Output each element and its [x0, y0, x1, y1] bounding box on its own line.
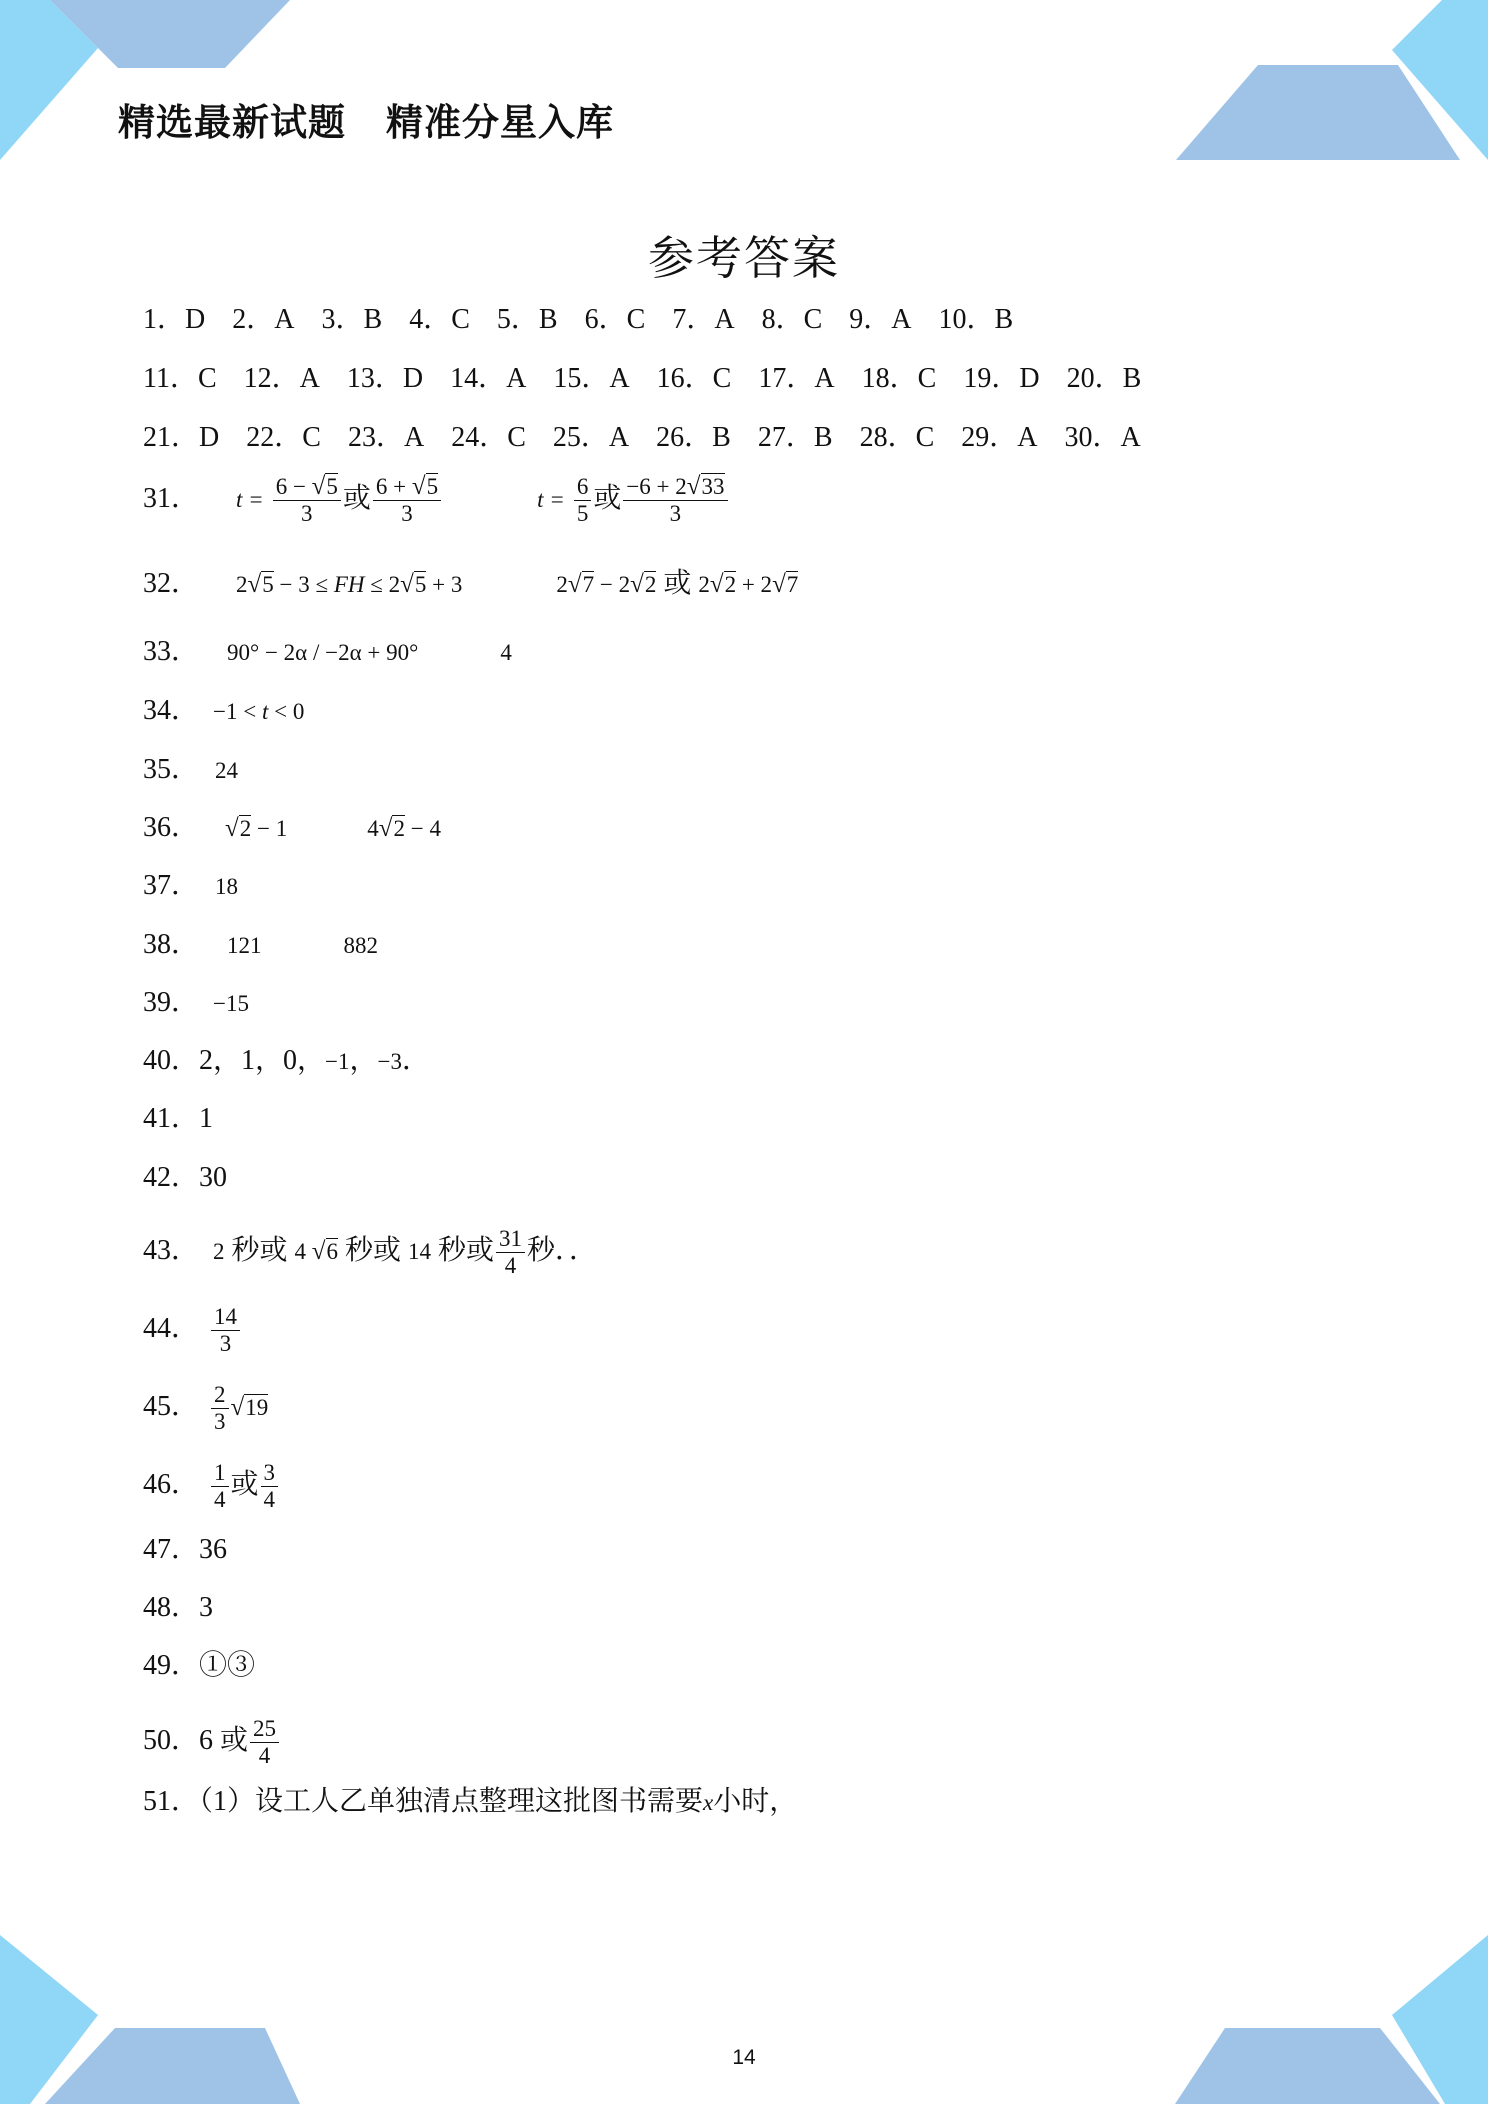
answer-44: 44． $\frac{14}{3}$ [143, 1304, 242, 1357]
answer-43: 43． 2 秒或 4 √6 秒或 14 秒或 $\frac{31}{4}$ 秒．． [143, 1226, 598, 1278]
answer-37: 37． 18 [143, 870, 239, 901]
answer-38: 38． 121 882 [143, 929, 379, 960]
answer-item: 1．D [143, 304, 206, 335]
fraction: $\frac{25}{4}$ [250, 1716, 279, 1769]
answer-item: 9．A [849, 304, 912, 335]
answer-item: 6．C [584, 304, 646, 335]
mc-row-3 [143, 420, 1168, 456]
answer-36: 36． √2 − 1 4√2 − 4 [143, 812, 441, 843]
header-right-text: 精准分星入库 [386, 101, 614, 144]
answer-49: 49．①③ [143, 1650, 256, 1681]
answer-item: 23．A [347, 422, 425, 453]
answer-item: 10．B [938, 304, 1014, 335]
answer-item: 30．A [1064, 422, 1141, 453]
fraction: $\frac{-6 + 2√33}{3}$ [623, 474, 727, 527]
fraction: $\frac{3}{4}$ [261, 1460, 279, 1513]
answer-item: 28．C [859, 422, 935, 453]
answer-34: 34． −1 < t < 0 [143, 695, 305, 726]
answer-item: 26．B [656, 422, 731, 453]
answer-item: 20．B [1066, 363, 1142, 394]
header-banner [118, 92, 614, 146]
header-left-text: 精选最新试题 [118, 101, 346, 144]
top-right-trapezoid-deco [1176, 65, 1460, 160]
answer-item: 25．A [552, 422, 630, 453]
answer-35: 35． 24 [143, 754, 239, 785]
answer-33: 33． 90° − 2α / −2α + 90° 4 [143, 636, 512, 667]
answer-item: 2．A [232, 304, 295, 335]
answer-42: 42．30 [143, 1162, 228, 1193]
answer-40: 40．2，1，0，−1，−3． [143, 1045, 431, 1076]
fraction: $\frac{6}{5}$ [574, 474, 592, 527]
answer-item: 12．A [243, 363, 320, 394]
answer-39: 39． −15 [143, 987, 249, 1018]
answer-item: 24．C [451, 422, 526, 453]
answer-item: 22．C [246, 422, 321, 453]
fraction: $\frac{14}{3}$ [211, 1304, 240, 1357]
answer-item: 13．D [346, 363, 424, 394]
answer-32: 32． 2√5 − 3 ≤ FH ≤ 2√5 + 3 2√7 − 2√2 或 2√2 + 2√7 [143, 568, 799, 599]
answer-47: 47．36 [143, 1534, 228, 1565]
mc-row-1 [143, 302, 1040, 338]
answer-45: 45． $\frac{2}{3}$ √19 [143, 1382, 269, 1434]
answer-item: 4．C [409, 304, 470, 335]
answer-31: 31． t = $\frac{6 - √5}{3}$ 或 $\frac{6 + √5}{3}$ t = $\frac{6}{5}$ 或 $\frac{-6 + 2√33}{3}$ [143, 474, 730, 527]
answer-item: 5．B [496, 304, 558, 335]
fraction: $\frac{2}{3}$ [211, 1382, 229, 1435]
answer-item: 27．B [757, 422, 833, 453]
answer-item: 14．A [450, 363, 527, 394]
answer-46: 46． $\frac{1}{4}$ 或 $\frac{3}{4}$ [143, 1460, 280, 1513]
answer-item: 29．A [961, 422, 1038, 453]
page-number: 14 [732, 2046, 756, 2069]
answer-item: 3．B [321, 304, 383, 335]
answer-50: 50．6 或 $\frac{25}{4}$ [143, 1716, 281, 1769]
answer-item: 21．D [143, 422, 220, 453]
answer-item: 11．C [143, 363, 217, 394]
answer-item: 7．A [672, 304, 735, 335]
mc-row-2 [143, 361, 1168, 397]
answer-item: 19．D [963, 363, 1040, 394]
fraction: $\frac{6 - √5}{3}$ [273, 474, 341, 527]
answer-item: 16．C [656, 363, 732, 394]
answer-item: 8．C [761, 304, 823, 335]
page-title: 参考答案 [648, 233, 840, 284]
answer-51: 51．（1）设工人乙单独清点整理这批图书需要x小时， [143, 1786, 798, 1817]
fraction: $\frac{6 + √5}{3}$ [373, 474, 441, 527]
fraction: $\frac{31}{4}$ [496, 1226, 525, 1279]
answer-48: 48．3 [143, 1592, 214, 1623]
answer-item: 18．C [861, 363, 937, 394]
fraction: $\frac{1}{4}$ [211, 1460, 229, 1513]
answer-item: 17．A [758, 363, 835, 394]
answer-item: 15．A [553, 363, 630, 394]
answer-41: 41．1 [143, 1103, 214, 1134]
